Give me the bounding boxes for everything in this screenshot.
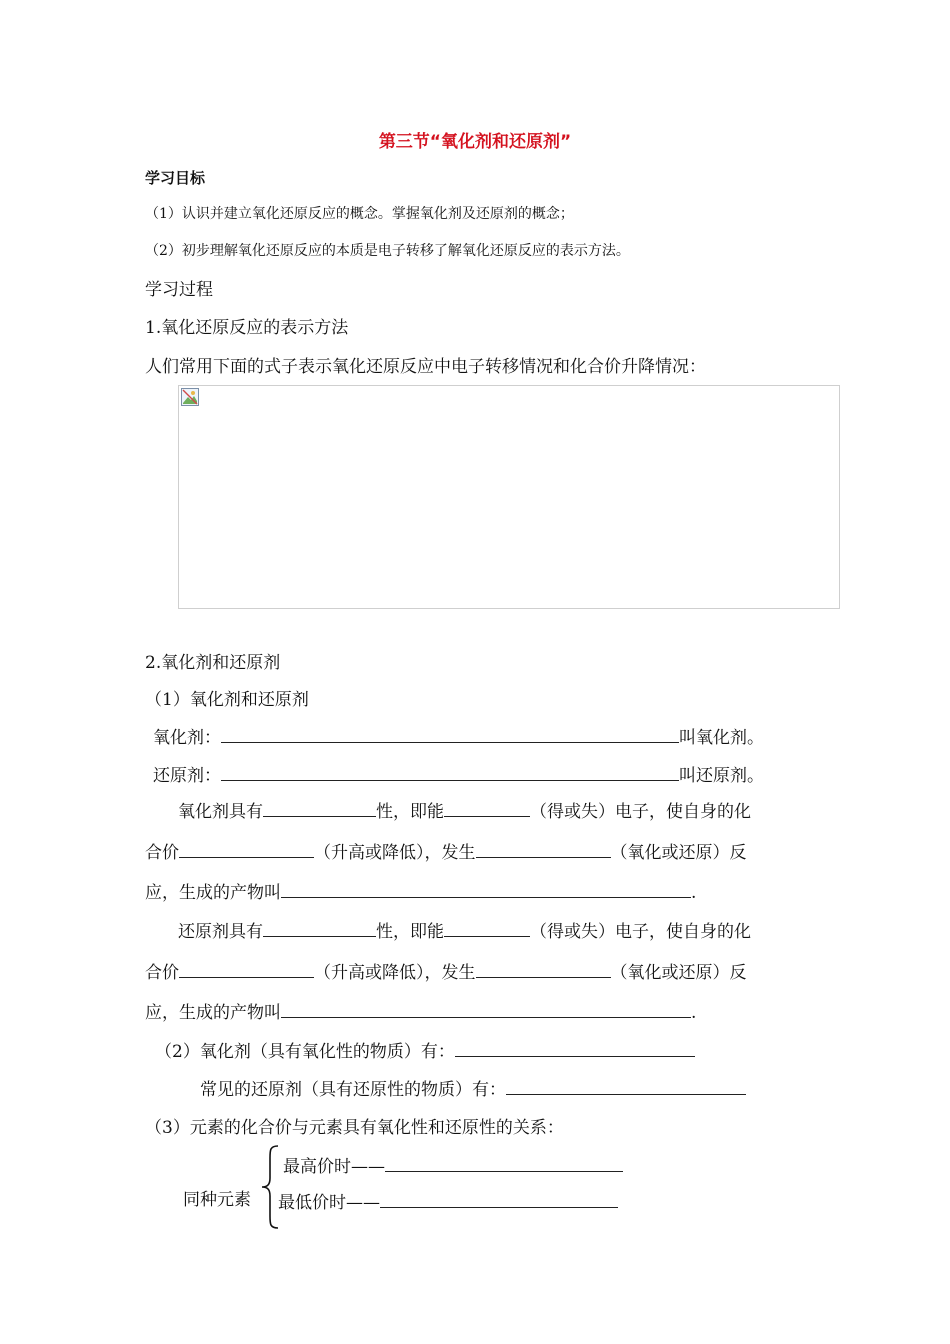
lowest-valence-line <box>278 1188 618 1213</box>
reductant-label: 还原剂： <box>153 766 221 786</box>
blank-valence[interactable] <box>179 962 314 978</box>
reductant-definition <box>153 761 764 786</box>
text: 应，生成的产物叫 <box>145 1003 281 1023</box>
section2-heading: 2.氧化剂和还原剂 <box>145 653 281 673</box>
text: 还原剂具有 <box>178 922 263 942</box>
text: 性，即能 <box>376 922 444 942</box>
oxidant-definition <box>153 723 764 748</box>
sub2-label: （2）氧化剂（具有氧化性的物质）有： <box>155 1042 455 1062</box>
text: . <box>691 883 697 903</box>
blank-valence[interactable] <box>179 842 314 858</box>
blank-product[interactable] <box>281 882 691 898</box>
reductant-para-line3 <box>145 998 696 1023</box>
oxidant-para-line3 <box>145 878 696 903</box>
oxidant-blank[interactable] <box>221 727 679 743</box>
blank-gain-lose[interactable] <box>444 921 530 937</box>
blank-property[interactable] <box>263 921 376 937</box>
curly-brace <box>260 1144 280 1230</box>
blank-highest[interactable] <box>385 1156 623 1172</box>
blank-product[interactable] <box>281 1002 691 1018</box>
blank-gain-lose[interactable] <box>444 801 530 817</box>
process-heading: 学习过程 <box>145 280 213 300</box>
broken-image-icon <box>181 388 199 406</box>
text: 性，即能 <box>376 802 444 822</box>
blank-oxidants[interactable] <box>455 1041 695 1057</box>
blank-reductants[interactable] <box>506 1079 746 1095</box>
objectives-heading: 学习目标 <box>145 169 206 187</box>
blank-property[interactable] <box>263 801 376 817</box>
text: 合价 <box>145 843 179 863</box>
oxidant-tail: 叫氧化剂。 <box>679 728 764 748</box>
sub1-heading: （1）氧化剂和还原剂 <box>145 690 309 710</box>
highest-valence-line <box>283 1152 623 1177</box>
text: 氧化剂具有 <box>178 802 263 822</box>
text: 合价 <box>145 963 179 983</box>
lowest-label: 最低价时—— <box>278 1193 380 1213</box>
objective-item: （2）初步理解氧化还原反应的本质是电子转移了解氧化还原反应的表示方法。 <box>145 243 630 259</box>
sub2-line <box>155 1037 695 1062</box>
reductant-para-line2 <box>145 958 747 983</box>
section1-text: 人们常用下面的式子表示氧化还原反应中电子转移情况和化合价升降情况： <box>145 357 706 377</box>
text: （升高或降低），发生 <box>314 963 476 983</box>
text: （氧化或还原）反 <box>610 963 747 983</box>
reductant-tail: 叫还原剂。 <box>679 766 764 786</box>
equation-image-placeholder <box>178 385 840 609</box>
common-reductant-label: 常见的还原剂（具有还原性的物质）有： <box>200 1080 506 1100</box>
blank-reaction[interactable] <box>476 842 611 858</box>
text: 应，生成的产物叫 <box>145 883 281 903</box>
text: （得或失）电子，使自身的化 <box>530 922 751 942</box>
text: . <box>691 1003 697 1023</box>
text: （氧化或还原）反 <box>610 843 747 863</box>
text: （升高或降低），发生 <box>314 843 476 863</box>
blank-lowest[interactable] <box>380 1192 618 1208</box>
objective-item: （1）认识并建立氧化还原反应的概念。掌握氧化剂及还原剂的概念； <box>145 206 574 222</box>
common-reductant-line <box>200 1075 746 1100</box>
section1-heading: 1.氧化还原反应的表示方法 <box>145 318 349 338</box>
page-title: 第三节“氧化剂和还原剂” <box>378 132 572 152</box>
reductant-blank[interactable] <box>221 765 679 781</box>
oxidant-para-line1 <box>178 797 751 822</box>
oxidant-para-line2 <box>145 838 747 863</box>
oxidant-label: 氧化剂： <box>153 728 221 748</box>
text: （得或失）电子，使自身的化 <box>530 802 751 822</box>
same-element-label: 同种元素 <box>183 1190 251 1210</box>
blank-reaction[interactable] <box>476 962 611 978</box>
reductant-para-line1 <box>178 917 751 942</box>
sub3-heading: （3）元素的化合价与元素具有氧化性和还原性的关系： <box>145 1118 564 1138</box>
highest-label: 最高价时—— <box>283 1157 385 1177</box>
